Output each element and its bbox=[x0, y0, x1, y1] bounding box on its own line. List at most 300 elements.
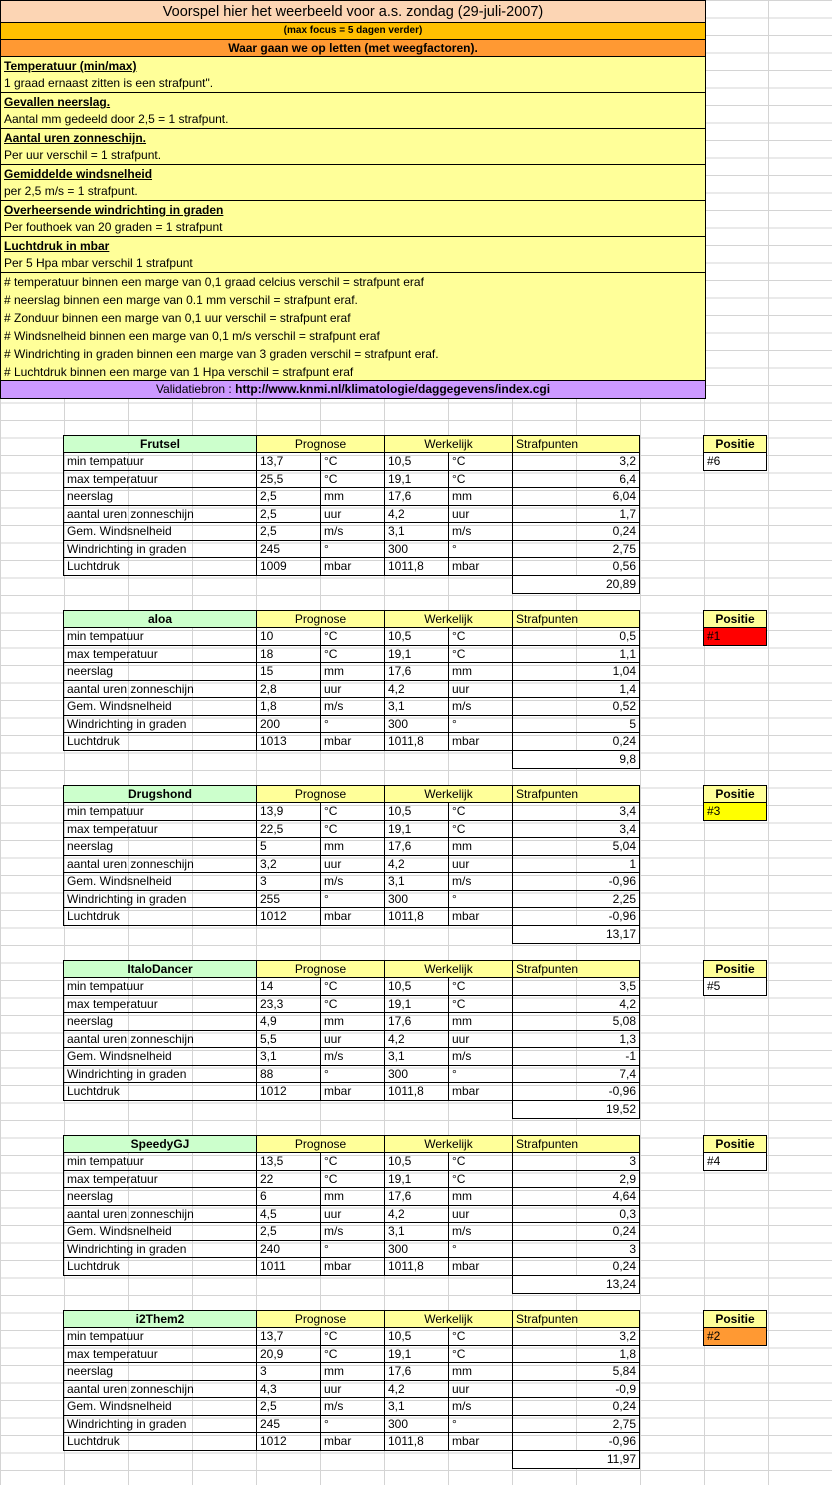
prognose-value[interactable]: 22,5 bbox=[256, 821, 320, 839]
row-label: Gem. Windsnelheid bbox=[63, 1223, 256, 1241]
penalty-value: 3 bbox=[512, 1241, 640, 1259]
table-row bbox=[63, 1153, 640, 1171]
actual-unit: uur bbox=[448, 1206, 512, 1224]
actual-unit: °C bbox=[448, 471, 512, 489]
row-label: aantal uren zonneschijn bbox=[63, 1031, 256, 1049]
actual-value: 3,1 bbox=[384, 1398, 448, 1416]
player-name[interactable]: SpeedyGJ bbox=[63, 1135, 256, 1153]
penalty-value: 3,4 bbox=[512, 803, 640, 821]
table-row bbox=[63, 663, 640, 681]
penalty-value: 3,2 bbox=[512, 453, 640, 471]
row-label: Luchtdruk bbox=[63, 558, 256, 576]
actual-value: 4,2 bbox=[384, 681, 448, 699]
prognose-unit: ° bbox=[320, 1416, 384, 1434]
actual-unit: °C bbox=[448, 628, 512, 646]
actual-unit: °C bbox=[448, 453, 512, 471]
actual-unit: ° bbox=[448, 716, 512, 734]
prognose-value[interactable]: 2,5 bbox=[256, 488, 320, 506]
table-row bbox=[63, 646, 640, 664]
prognose-value[interactable]: 88 bbox=[256, 1066, 320, 1084]
prognose-value[interactable]: 13,5 bbox=[256, 1153, 320, 1171]
row-label: Gem. Windsnelheid bbox=[63, 873, 256, 891]
row-label: max temperatuur bbox=[63, 646, 256, 664]
actual-value: 10,5 bbox=[384, 1328, 448, 1346]
penalty-value: -0,96 bbox=[512, 908, 640, 926]
table-row bbox=[63, 1223, 640, 1241]
penalty-value: 4,64 bbox=[512, 1188, 640, 1206]
penalty-value: 0,5 bbox=[512, 628, 640, 646]
prognose-unit: uur bbox=[320, 506, 384, 524]
score-table bbox=[63, 1310, 640, 1469]
actual-unit: m/s bbox=[448, 1048, 512, 1066]
werkelijk-header: Werkelijk bbox=[384, 1135, 512, 1153]
penalty-value: 1,1 bbox=[512, 646, 640, 664]
strafpunten-header: Strafpunten bbox=[512, 960, 640, 978]
penalty-value: -0,96 bbox=[512, 1083, 640, 1101]
prognose-unit: m/s bbox=[320, 523, 384, 541]
actual-value: 19,1 bbox=[384, 471, 448, 489]
prognose-unit: °C bbox=[320, 1171, 384, 1189]
prognose-value[interactable]: 13,9 bbox=[256, 803, 320, 821]
prognose-value[interactable]: 3 bbox=[256, 1363, 320, 1381]
actual-value: 19,1 bbox=[384, 1171, 448, 1189]
strafpunten-header: Strafpunten bbox=[512, 1310, 640, 1328]
position-header: Positie bbox=[703, 435, 767, 453]
table-row bbox=[63, 908, 640, 926]
table-row bbox=[63, 1171, 640, 1189]
prognose-value[interactable]: 13,7 bbox=[256, 1328, 320, 1346]
penalty-value: 5,84 bbox=[512, 1363, 640, 1381]
row-label: aantal uren zonneschijn bbox=[63, 681, 256, 699]
strafpunten-header: Strafpunten bbox=[512, 1135, 640, 1153]
criterion-winddirection bbox=[1, 201, 705, 237]
prognose-value[interactable]: 240 bbox=[256, 1241, 320, 1259]
penalty-value: 0,24 bbox=[512, 523, 640, 541]
actual-value: 300 bbox=[384, 1241, 448, 1259]
actual-value: 300 bbox=[384, 716, 448, 734]
actual-value: 300 bbox=[384, 541, 448, 559]
prognose-value[interactable]: 3,2 bbox=[256, 856, 320, 874]
table-row bbox=[63, 1066, 640, 1084]
row-label: neerslag bbox=[63, 488, 256, 506]
actual-value: 1011,8 bbox=[384, 1258, 448, 1276]
prognose-value[interactable]: 2,5 bbox=[256, 1223, 320, 1241]
werkelijk-header: Werkelijk bbox=[384, 785, 512, 803]
table-row bbox=[63, 1258, 640, 1276]
penalty-total: 13,17 bbox=[512, 926, 640, 944]
row-label: Windrichting in graden bbox=[63, 1416, 256, 1434]
actual-unit: uur bbox=[448, 1031, 512, 1049]
criterion-title: Gemiddelde windsnelheid bbox=[4, 167, 153, 181]
table-row bbox=[63, 1031, 640, 1049]
criterion-title: Luchtdruk in mbar bbox=[4, 239, 110, 253]
actual-value: 17,6 bbox=[384, 1363, 448, 1381]
validation-link[interactable]: http://www.knmi.nl/klimatologie/daggegevens/index.cgi bbox=[235, 382, 551, 396]
penalty-value: 0,24 bbox=[512, 1398, 640, 1416]
prognose-header: Prognose bbox=[256, 610, 384, 628]
row-label: min tempatuur bbox=[63, 803, 256, 821]
prognose-unit: mbar bbox=[320, 1258, 384, 1276]
player-name[interactable]: Drugshond bbox=[63, 785, 256, 803]
prognose-value[interactable]: 245 bbox=[256, 1416, 320, 1434]
prognose-value[interactable]: 200 bbox=[256, 716, 320, 734]
actual-value: 19,1 bbox=[384, 821, 448, 839]
prognose-unit: mbar bbox=[320, 733, 384, 751]
penalty-value: 6,4 bbox=[512, 471, 640, 489]
actual-unit: mbar bbox=[448, 733, 512, 751]
margin-rule: # Luchtdruk binnen een marge van 1 Hpa verschil = strafpunt eraf bbox=[4, 365, 354, 379]
row-label: max temperatuur bbox=[63, 1171, 256, 1189]
row-label: max temperatuur bbox=[63, 1346, 256, 1364]
prognose-value[interactable]: 4,9 bbox=[256, 1013, 320, 1031]
actual-value: 300 bbox=[384, 891, 448, 909]
penalty-value: 3,2 bbox=[512, 1328, 640, 1346]
score-table bbox=[63, 435, 640, 594]
prognose-value[interactable]: 1013 bbox=[256, 733, 320, 751]
criterion-title: Temperatuur (min/max) bbox=[4, 59, 137, 73]
prognose-value[interactable]: 255 bbox=[256, 891, 320, 909]
criterion-windspeed bbox=[1, 165, 705, 201]
criterion-pressure bbox=[1, 237, 705, 273]
table-row bbox=[63, 873, 640, 891]
criterion-desc: Aantal mm gedeeld door 2,5 = 1 strafpunt. bbox=[4, 112, 229, 126]
criterion-desc: Per fouthoek van 20 graden = 1 strafpunt bbox=[4, 220, 223, 234]
score-table bbox=[63, 785, 640, 944]
actual-unit: ° bbox=[448, 1241, 512, 1259]
table-row bbox=[63, 821, 640, 839]
position-header: Positie bbox=[703, 610, 767, 628]
actual-value: 3,1 bbox=[384, 523, 448, 541]
actual-unit: °C bbox=[448, 1328, 512, 1346]
table-row bbox=[63, 698, 640, 716]
penalty-value: 2,75 bbox=[512, 1416, 640, 1434]
actual-value: 1011,8 bbox=[384, 908, 448, 926]
row-label: Luchtdruk bbox=[63, 1258, 256, 1276]
prognose-value[interactable]: 4,3 bbox=[256, 1381, 320, 1399]
table-row bbox=[63, 733, 640, 751]
actual-value: 4,2 bbox=[384, 1206, 448, 1224]
penalty-total: 11,97 bbox=[512, 1451, 640, 1469]
actual-unit: uur bbox=[448, 506, 512, 524]
actual-value: 17,6 bbox=[384, 488, 448, 506]
werkelijk-header: Werkelijk bbox=[384, 960, 512, 978]
prognose-value[interactable]: 1011 bbox=[256, 1258, 320, 1276]
prognose-unit: uur bbox=[320, 1381, 384, 1399]
penalty-value: 1,7 bbox=[512, 506, 640, 524]
penalty-value: 3 bbox=[512, 1153, 640, 1171]
prognose-unit: m/s bbox=[320, 698, 384, 716]
actual-unit: m/s bbox=[448, 523, 512, 541]
row-label: Gem. Windsnelheid bbox=[63, 1048, 256, 1066]
actual-unit: mm bbox=[448, 663, 512, 681]
row-label: aantal uren zonneschijn bbox=[63, 1381, 256, 1399]
actual-unit: mbar bbox=[448, 908, 512, 926]
actual-unit: mbar bbox=[448, 558, 512, 576]
player-name[interactable]: Frutsel bbox=[63, 435, 256, 453]
prognose-value[interactable]: 18 bbox=[256, 646, 320, 664]
prognose-value[interactable]: 25,5 bbox=[256, 471, 320, 489]
actual-value: 4,2 bbox=[384, 506, 448, 524]
table-row bbox=[63, 856, 640, 874]
prognose-value[interactable]: 6 bbox=[256, 1188, 320, 1206]
penalty-value: -0,9 bbox=[512, 1381, 640, 1399]
actual-unit: ° bbox=[448, 1066, 512, 1084]
prognose-unit: uur bbox=[320, 1206, 384, 1224]
penalty-value: 0,56 bbox=[512, 558, 640, 576]
actual-unit: uur bbox=[448, 681, 512, 699]
prognose-unit: ° bbox=[320, 891, 384, 909]
werkelijk-header: Werkelijk bbox=[384, 1310, 512, 1328]
row-label: min tempatuur bbox=[63, 978, 256, 996]
table-row bbox=[63, 1206, 640, 1224]
table-row bbox=[63, 891, 640, 909]
actual-unit: °C bbox=[448, 1153, 512, 1171]
penalty-total: 20,89 bbox=[512, 576, 640, 594]
criterion-title: Overheersende windrichting in graden bbox=[4, 203, 224, 217]
actual-value: 4,2 bbox=[384, 1381, 448, 1399]
actual-unit: mbar bbox=[448, 1083, 512, 1101]
table-row bbox=[63, 978, 640, 996]
criterion-desc: 1 graad ernaast zitten is een strafpunt". bbox=[4, 76, 214, 90]
actual-unit: mm bbox=[448, 838, 512, 856]
penalty-total: 19,52 bbox=[512, 1101, 640, 1119]
margin-rule: # temperatuur binnen een marge van 0,1 graad celcius verschil = strafpunt eraf bbox=[4, 275, 424, 289]
table-row bbox=[63, 541, 640, 559]
prognose-value[interactable]: 1,8 bbox=[256, 698, 320, 716]
prognose-value[interactable]: 2,5 bbox=[256, 523, 320, 541]
row-label: aantal uren zonneschijn bbox=[63, 1206, 256, 1224]
penalty-value: 1,4 bbox=[512, 681, 640, 699]
prognose-header: Prognose bbox=[256, 1135, 384, 1153]
actual-unit: ° bbox=[448, 1416, 512, 1434]
prognose-unit: °C bbox=[320, 978, 384, 996]
row-label: min tempatuur bbox=[63, 628, 256, 646]
actual-unit: uur bbox=[448, 1381, 512, 1399]
table-row bbox=[63, 1048, 640, 1066]
penalty-value: 3,4 bbox=[512, 821, 640, 839]
prognose-value[interactable]: 1012 bbox=[256, 908, 320, 926]
actual-value: 10,5 bbox=[384, 803, 448, 821]
penalty-value: 5 bbox=[512, 716, 640, 734]
actual-value: 10,5 bbox=[384, 1153, 448, 1171]
row-label: neerslag bbox=[63, 838, 256, 856]
prognose-unit: mm bbox=[320, 1188, 384, 1206]
prognose-unit: mm bbox=[320, 1013, 384, 1031]
player-name[interactable]: i2Them2 bbox=[63, 1310, 256, 1328]
actual-unit: mm bbox=[448, 1188, 512, 1206]
position-header: Positie bbox=[703, 1135, 767, 1153]
row-label: Windrichting in graden bbox=[63, 1066, 256, 1084]
prognose-value[interactable]: 20,9 bbox=[256, 1346, 320, 1364]
prognose-value[interactable]: 13,7 bbox=[256, 453, 320, 471]
position-value: #2 bbox=[703, 1328, 767, 1346]
position-header: Positie bbox=[703, 785, 767, 803]
position-value: #6 bbox=[703, 453, 767, 471]
penalty-value: 0,52 bbox=[512, 698, 640, 716]
instructions-block bbox=[0, 0, 706, 399]
row-label: Gem. Windsnelheid bbox=[63, 523, 256, 541]
table-row bbox=[63, 716, 640, 734]
penalty-value: 1,8 bbox=[512, 1346, 640, 1364]
prognose-unit: m/s bbox=[320, 873, 384, 891]
prognose-unit: ° bbox=[320, 1241, 384, 1259]
penalty-value: 1 bbox=[512, 856, 640, 874]
prognose-unit: mm bbox=[320, 1363, 384, 1381]
prognose-value[interactable]: 1012 bbox=[256, 1083, 320, 1101]
werkelijk-header: Werkelijk bbox=[384, 610, 512, 628]
score-table bbox=[63, 960, 640, 1119]
actual-unit: °C bbox=[448, 996, 512, 1014]
prognose-value[interactable]: 10 bbox=[256, 628, 320, 646]
row-label: max temperatuur bbox=[63, 821, 256, 839]
prognose-unit: °C bbox=[320, 1153, 384, 1171]
prognose-unit: °C bbox=[320, 996, 384, 1014]
position-header: Positie bbox=[703, 960, 767, 978]
table-row bbox=[63, 453, 640, 471]
criterion-temperature bbox=[1, 57, 705, 93]
row-label: Gem. Windsnelheid bbox=[63, 698, 256, 716]
table-row bbox=[63, 1363, 640, 1381]
prognose-value[interactable]: 1012 bbox=[256, 1433, 320, 1451]
penalty-value: 6,04 bbox=[512, 488, 640, 506]
validation-label: Validatiebron : bbox=[155, 382, 236, 396]
penalty-total: 9,8 bbox=[512, 751, 640, 769]
penalty-value: 3,5 bbox=[512, 978, 640, 996]
table-row bbox=[63, 681, 640, 699]
actual-unit: mm bbox=[448, 1363, 512, 1381]
focus-note: (max focus = 5 dagen verder) bbox=[1, 23, 705, 40]
prognose-value[interactable]: 2,5 bbox=[256, 1398, 320, 1416]
row-label: max temperatuur bbox=[63, 471, 256, 489]
actual-unit: °C bbox=[448, 803, 512, 821]
row-label: aantal uren zonneschijn bbox=[63, 506, 256, 524]
score-table bbox=[63, 1135, 640, 1294]
prognose-unit: uur bbox=[320, 856, 384, 874]
actual-unit: m/s bbox=[448, 1223, 512, 1241]
table-row bbox=[63, 1188, 640, 1206]
prognose-unit: °C bbox=[320, 803, 384, 821]
penalty-value: 5,08 bbox=[512, 1013, 640, 1031]
prognose-unit: mm bbox=[320, 663, 384, 681]
criterion-title: Gevallen neerslag. bbox=[4, 95, 111, 109]
actual-unit: °C bbox=[448, 646, 512, 664]
actual-unit: ° bbox=[448, 891, 512, 909]
row-label: neerslag bbox=[63, 663, 256, 681]
prognose-value[interactable]: 23,3 bbox=[256, 996, 320, 1014]
row-label: Windrichting in graden bbox=[63, 891, 256, 909]
prognose-value[interactable]: 22 bbox=[256, 1171, 320, 1189]
position-value: #4 bbox=[703, 1153, 767, 1171]
actual-unit: m/s bbox=[448, 873, 512, 891]
row-label: Luchtdruk bbox=[63, 908, 256, 926]
table-row bbox=[63, 523, 640, 541]
penalty-value: 2,25 bbox=[512, 891, 640, 909]
prognose-unit: m/s bbox=[320, 1398, 384, 1416]
actual-value: 3,1 bbox=[384, 873, 448, 891]
strafpunten-header: Strafpunten bbox=[512, 785, 640, 803]
actual-value: 19,1 bbox=[384, 1346, 448, 1364]
criterion-sunshine bbox=[1, 129, 705, 165]
penalty-value: 5,04 bbox=[512, 838, 640, 856]
row-label: Luchtdruk bbox=[63, 1433, 256, 1451]
prognose-unit: mbar bbox=[320, 558, 384, 576]
margin-rule: # neerslag binnen een marge van 0.1 mm verschil = strafpunt eraf. bbox=[4, 293, 358, 307]
table-row bbox=[63, 1013, 640, 1031]
actual-value: 10,5 bbox=[384, 453, 448, 471]
row-label: min tempatuur bbox=[63, 1328, 256, 1346]
actual-unit: °C bbox=[448, 1346, 512, 1364]
row-label: Luchtdruk bbox=[63, 733, 256, 751]
prognose-unit: ° bbox=[320, 541, 384, 559]
penalty-value: -1 bbox=[512, 1048, 640, 1066]
prognose-value[interactable]: 245 bbox=[256, 541, 320, 559]
penalty-value: 2,75 bbox=[512, 541, 640, 559]
page-title: Voorspel hier het weerbeeld voor a.s. zondag (29-juli-2007) bbox=[1, 1, 705, 23]
prognose-value[interactable]: 15 bbox=[256, 663, 320, 681]
actual-value: 10,5 bbox=[384, 978, 448, 996]
row-label: aantal uren zonneschijn bbox=[63, 856, 256, 874]
prognose-value[interactable]: 3,1 bbox=[256, 1048, 320, 1066]
table-row bbox=[63, 628, 640, 646]
actual-value: 19,1 bbox=[384, 646, 448, 664]
prognose-value[interactable]: 2,8 bbox=[256, 681, 320, 699]
row-label: max temperatuur bbox=[63, 996, 256, 1014]
prognose-unit: uur bbox=[320, 1031, 384, 1049]
player-name[interactable]: ItaloDancer bbox=[63, 960, 256, 978]
criterion-precipitation bbox=[1, 93, 705, 129]
prognose-unit: °C bbox=[320, 471, 384, 489]
prognose-value[interactable]: 14 bbox=[256, 978, 320, 996]
actual-unit: mm bbox=[448, 488, 512, 506]
margin-rule: # Zonduur binnen een marge van 0,1 uur verschil = strafpunt eraf bbox=[4, 311, 351, 325]
prognose-value[interactable]: 3 bbox=[256, 873, 320, 891]
score-table bbox=[63, 610, 640, 769]
table-row bbox=[63, 1328, 640, 1346]
prognose-value[interactable]: 4,5 bbox=[256, 1206, 320, 1224]
margin-rule: # Windsnelheid binnen een marge van 0,1 m/s verschil = strafpunt eraf bbox=[4, 329, 380, 343]
criterion-title: Aantal uren zonneschijn. bbox=[4, 131, 147, 145]
margin-rule: # Windrichting in graden binnen een marge van 3 graden verschil = strafpunt eraf. bbox=[4, 347, 439, 361]
prognose-value[interactable]: 2,5 bbox=[256, 506, 320, 524]
position-value: #1 bbox=[703, 628, 767, 646]
actual-unit: mm bbox=[448, 1013, 512, 1031]
criterion-desc: Per uur verschil = 1 strafpunt. bbox=[4, 148, 162, 162]
penalty-value: -0,96 bbox=[512, 873, 640, 891]
prognose-value[interactable]: 1009 bbox=[256, 558, 320, 576]
actual-value: 4,2 bbox=[384, 1031, 448, 1049]
penalty-value: 0,24 bbox=[512, 1223, 640, 1241]
prognose-unit: mm bbox=[320, 488, 384, 506]
actual-unit: uur bbox=[448, 856, 512, 874]
row-label: min tempatuur bbox=[63, 1153, 256, 1171]
player-name[interactable]: aloa bbox=[63, 610, 256, 628]
prognose-unit: mbar bbox=[320, 1433, 384, 1451]
table-row bbox=[63, 803, 640, 821]
prognose-unit: °C bbox=[320, 453, 384, 471]
row-label: Windrichting in graden bbox=[63, 541, 256, 559]
actual-value: 1011,8 bbox=[384, 733, 448, 751]
prognose-header: Prognose bbox=[256, 960, 384, 978]
criteria-heading: Waar gaan we op letten (met weegfactoren). bbox=[1, 40, 705, 57]
row-label: neerslag bbox=[63, 1363, 256, 1381]
table-row bbox=[63, 506, 640, 524]
prognose-value[interactable]: 5 bbox=[256, 838, 320, 856]
prognose-value[interactable]: 5,5 bbox=[256, 1031, 320, 1049]
table-row bbox=[63, 1398, 640, 1416]
margin-rules bbox=[1, 273, 705, 381]
prognose-unit: °C bbox=[320, 1346, 384, 1364]
table-row bbox=[63, 1416, 640, 1434]
